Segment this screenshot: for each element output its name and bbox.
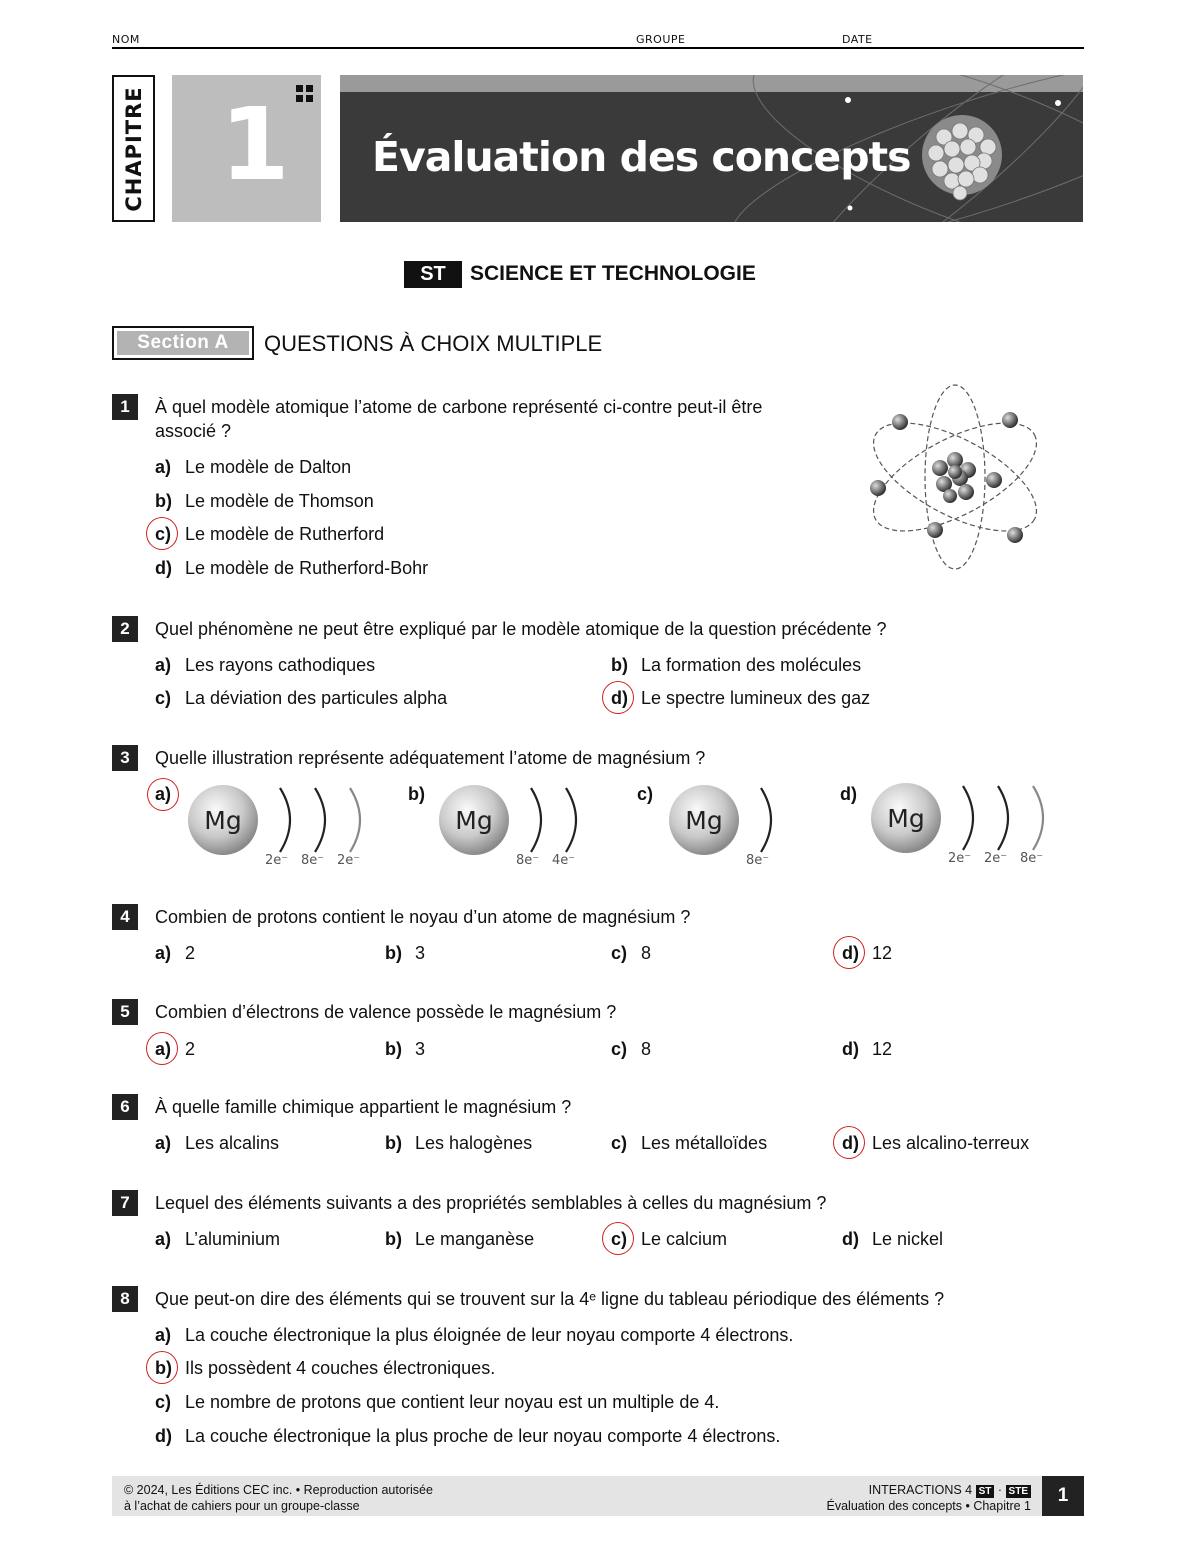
chapter-title: Évaluation des concepts xyxy=(372,133,911,181)
svg-text:2e⁻: 2e⁻ xyxy=(265,853,289,868)
answer-option[interactable]: d) Les alcalino-terreux xyxy=(842,1133,1030,1153)
svg-text:2e⁻: 2e⁻ xyxy=(337,853,361,868)
answer-option[interactable]: b) La formation des molécules xyxy=(611,655,862,675)
question-text: Que peut-on dire des éléments qui se trouvent sur la 4ᵉ ligne du tableau périodique des éléments ? xyxy=(155,1289,945,1309)
chapter-number: 1 xyxy=(220,86,290,203)
answer-option[interactable]: d) Le nickel xyxy=(842,1229,944,1249)
svg-text:4e⁻: 4e⁻ xyxy=(552,853,576,868)
answer-option[interactable]: a) L’aluminium xyxy=(155,1229,281,1249)
mg-atom-option-c[interactable] xyxy=(666,778,796,873)
section-title: QUESTIONS À CHOIX MULTIPLE xyxy=(264,331,603,356)
answer-option[interactable]: a) Les alcalins xyxy=(155,1133,280,1153)
answer-option[interactable]: a) 2 xyxy=(155,1039,196,1059)
question-number: 5 xyxy=(112,999,138,1025)
mg-symbol: Mg xyxy=(204,806,242,835)
group-field-label: GROUPE xyxy=(636,33,686,46)
mg-option-letter[interactable]: a) xyxy=(155,784,172,804)
answer-option[interactable]: a) 2 xyxy=(155,943,196,963)
question-text: Combien d’électrons de valence possède le magnésium ? xyxy=(155,1002,617,1022)
chapter-number-box xyxy=(172,75,321,222)
question-number: 2 xyxy=(112,616,138,642)
answer-option[interactable]: d) 12 xyxy=(842,943,893,963)
svg-text:8e⁻: 8e⁻ xyxy=(301,853,325,868)
chapter-title-banner xyxy=(340,75,1083,222)
svg-text:8e⁻: 8e⁻ xyxy=(516,853,540,868)
name-field-label: NOM xyxy=(112,33,140,46)
answer-option[interactable]: c) Le calcium xyxy=(611,1229,728,1249)
mg-symbol: Mg xyxy=(887,804,925,833)
answer-option[interactable]: b) 3 xyxy=(385,943,426,963)
svg-text:8e⁻: 8e⁻ xyxy=(746,853,770,868)
svg-text:2e⁻: 2e⁻ xyxy=(948,851,972,866)
subject-tag: ST xyxy=(404,261,462,288)
chapter-label: CHAPITRE xyxy=(121,85,146,212)
question-number: 7 xyxy=(112,1190,138,1216)
header-rule xyxy=(112,47,1084,49)
mg-option-letter[interactable]: b) xyxy=(408,784,425,804)
answer-option[interactable]: b) Le modèle de Thomson xyxy=(155,491,374,511)
answer-option[interactable]: b) Les halogènes xyxy=(385,1133,533,1153)
answer-option[interactable]: b) Le manganèse xyxy=(385,1229,535,1249)
dots-icon xyxy=(296,85,314,103)
section-tag-box xyxy=(112,326,254,360)
page-number: 1 xyxy=(1042,1476,1084,1516)
question-number: 8 xyxy=(112,1286,138,1312)
answer-option[interactable]: a) Les rayons cathodiques xyxy=(155,655,376,675)
answer-option[interactable]: c) Les métalloïdes xyxy=(611,1133,768,1153)
question-text: Quel phénomène ne peut être expliqué par le modèle atomique de la question précédente ? xyxy=(155,619,887,639)
question-text: À quelle famille chimique appartient le magnésium ? xyxy=(155,1097,572,1117)
answer-option[interactable]: a) Le modèle de Dalton xyxy=(155,457,352,477)
question-text: Lequel des éléments suivants a des propriétés semblables à celles du magnésium ? xyxy=(155,1193,827,1213)
answer-option[interactable]: b) 3 xyxy=(385,1039,426,1059)
copyright: © 2024, Les Éditions CEC inc. • Reproduction autorisée à l’achat de cahiers pour un groupe-classe xyxy=(124,1483,433,1513)
mg-atom-option-d[interactable] xyxy=(868,778,1063,873)
svg-text:2e⁻: 2e⁻ xyxy=(984,851,1008,866)
answer-option[interactable]: c) Le nombre de protons que contient leur noyau est un multiple de 4. xyxy=(155,1392,720,1412)
question-number: 6 xyxy=(112,1094,138,1120)
mg-option-letter[interactable]: c) xyxy=(637,784,654,804)
answer-option[interactable]: a) La couche électronique la plus éloignée de leur noyau comporte 4 électrons. xyxy=(155,1325,794,1345)
answer-option[interactable]: c) Le modèle de Rutherford xyxy=(155,524,385,544)
answer-option[interactable]: d) 12 xyxy=(842,1039,893,1059)
mg-symbol: Mg xyxy=(455,806,493,835)
question-text: À quel modèle atomique l’atome de carbone représenté ci-contre peut-il être associé ? xyxy=(155,397,763,441)
svg-text:8e⁻: 8e⁻ xyxy=(1020,851,1044,866)
mg-atom-option-a[interactable] xyxy=(185,778,385,873)
answer-option[interactable]: c) 8 xyxy=(611,943,652,963)
mg-option-letter[interactable]: d) xyxy=(840,784,857,804)
answer-option[interactable]: c) 8 xyxy=(611,1039,652,1059)
footer-book-info: INTERACTIONS 4 ST · STE Évaluation des concepts • Chapitre 1 xyxy=(826,1483,1031,1513)
answer-option[interactable]: c) La déviation des particules alpha xyxy=(155,688,448,708)
subject-label: SCIENCE ET TECHNOLOGIE xyxy=(470,262,756,285)
chapter-label-box xyxy=(112,75,155,222)
mg-symbol: Mg xyxy=(685,806,723,835)
answer-option[interactable]: d) Le spectre lumineux des gaz xyxy=(611,688,871,708)
question-text: Quelle illustration représente adéquatement l’atome de magnésium ? xyxy=(155,748,706,768)
date-field-label: DATE xyxy=(842,33,873,46)
answer-option[interactable]: d) La couche électronique la plus proche de leur noyau comporte 4 électrons. xyxy=(155,1426,781,1446)
question-number: 4 xyxy=(112,904,138,930)
question-text: Combien de protons contient le noyau d’un atome de magnésium ? xyxy=(155,907,691,927)
section-tag: Section A xyxy=(117,331,249,355)
answer-option[interactable]: b) Ils possèdent 4 couches électroniques. xyxy=(155,1358,496,1378)
question-number: 3 xyxy=(112,745,138,771)
carbon-atom-illustration xyxy=(860,380,1050,575)
question-number: 1 xyxy=(112,394,138,420)
answer-option[interactable]: d) Le modèle de Rutherford-Bohr xyxy=(155,558,429,578)
mg-atom-option-b[interactable] xyxy=(436,778,606,873)
